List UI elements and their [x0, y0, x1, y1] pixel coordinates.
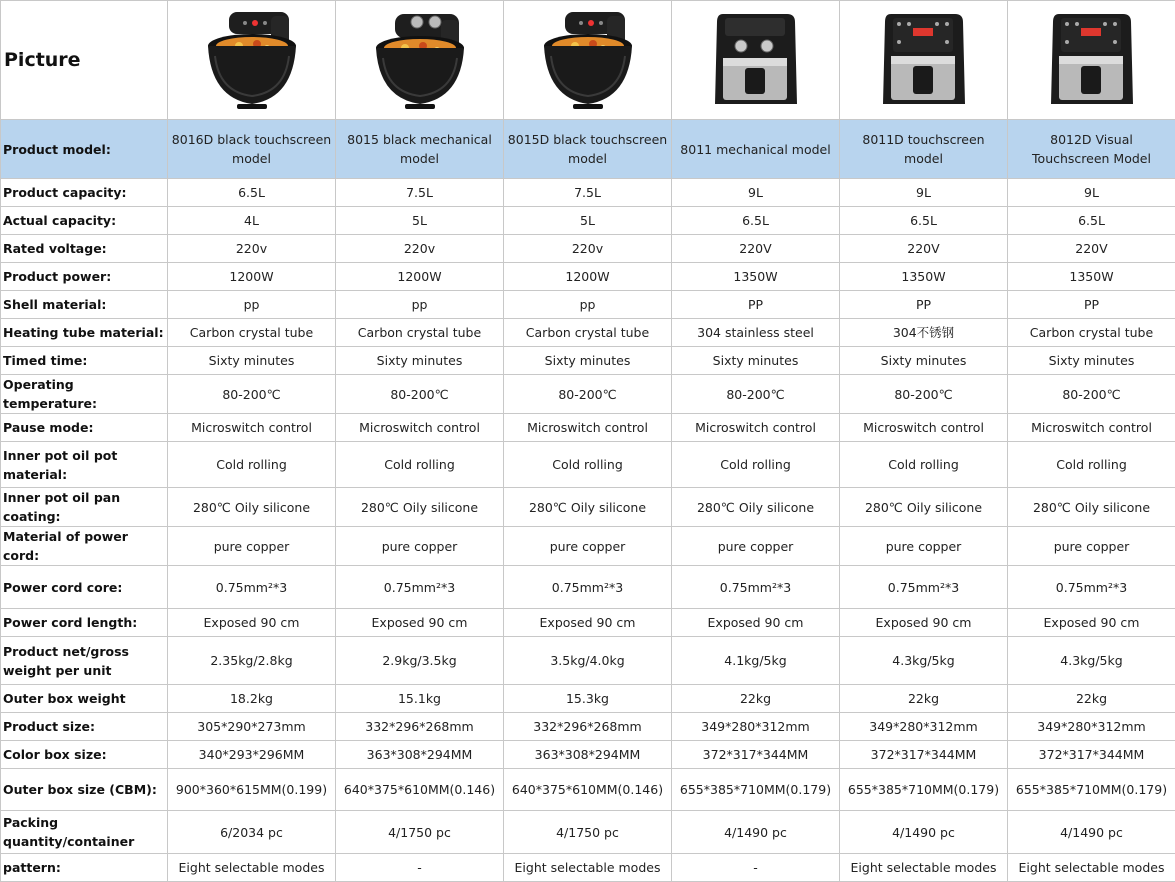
spec-label: Inner pot oil pot material: — [1, 442, 168, 488]
spec-value: Exposed 90 cm — [840, 609, 1008, 637]
model-label: Product model: — [1, 120, 168, 179]
spec-value: 220v — [504, 235, 672, 263]
spec-label: Outer box size (CBM): — [1, 769, 168, 811]
spec-value: 655*385*710MM(0.179) — [1008, 769, 1175, 811]
spec-value: 6.5L — [168, 179, 336, 207]
spec-row — [1, 414, 1175, 442]
spec-value: Sixty minutes — [840, 347, 1008, 375]
spec-value: 18.2kg — [168, 685, 336, 713]
spec-value: 4.3kg/5kg — [840, 637, 1008, 685]
spec-value: Microswitch control — [672, 414, 840, 442]
spec-value: 4/1490 pc — [672, 811, 840, 854]
spec-value: Cold rolling — [336, 442, 504, 488]
spec-label: Actual capacity: — [1, 207, 168, 235]
spec-label: Timed time: — [1, 347, 168, 375]
spec-value: 0.75mm²*3 — [168, 566, 336, 609]
model-name: 8011 mechanical model — [672, 120, 840, 179]
spec-value: Exposed 90 cm — [336, 609, 504, 637]
spec-value: 332*296*268mm — [336, 713, 504, 741]
spec-value: 4/1750 pc — [336, 811, 504, 854]
spec-label: Power cord length: — [1, 609, 168, 637]
product-image-2 — [336, 1, 504, 120]
spec-value: 304 stainless steel — [672, 319, 840, 347]
spec-value: 22kg — [672, 685, 840, 713]
spec-value: 0.75mm²*3 — [336, 566, 504, 609]
spec-value: 304不锈钢 — [840, 319, 1008, 347]
spec-value: 2.9kg/3.5kg — [336, 637, 504, 685]
spec-value: 5L — [504, 207, 672, 235]
spec-value: Sixty minutes — [672, 347, 840, 375]
spec-row — [1, 685, 1175, 713]
air-fryer-box-touch-illustration — [869, 6, 979, 114]
spec-value: PP — [672, 291, 840, 319]
spec-value: 640*375*610MM(0.146) — [336, 769, 504, 811]
spec-value: 0.75mm²*3 — [504, 566, 672, 609]
spec-value: 280℃ Oily silicone — [168, 488, 336, 527]
spec-value: 655*385*710MM(0.179) — [840, 769, 1008, 811]
spec-value: 4/1750 pc — [504, 811, 672, 854]
product-image-6 — [1008, 1, 1175, 120]
spec-value: Eight selectable modes — [504, 854, 672, 882]
spec-value: 22kg — [840, 685, 1008, 713]
spec-label: Color box size: — [1, 741, 168, 769]
model-name: 8015 black mechanical model — [336, 120, 504, 179]
spec-label: pattern: — [1, 854, 168, 882]
spec-label: Rated voltage: — [1, 235, 168, 263]
spec-value: 900*360*615MM(0.199) — [168, 769, 336, 811]
spec-value: 4.1kg/5kg — [672, 637, 840, 685]
spec-value: 280℃ Oily silicone — [1008, 488, 1175, 527]
spec-value: pp — [504, 291, 672, 319]
spec-row — [1, 291, 1175, 319]
spec-value: Eight selectable modes — [168, 854, 336, 882]
product-image-1 — [168, 1, 336, 120]
air-fryer-box-knob-illustration — [701, 6, 811, 114]
spec-label: Inner pot oil pan coating: — [1, 488, 168, 527]
product-image-3 — [504, 1, 672, 120]
spec-value: 1200W — [504, 263, 672, 291]
spec-row — [1, 769, 1175, 811]
spec-value: pure copper — [336, 527, 504, 566]
spec-row — [1, 741, 1175, 769]
spec-value: 7.5L — [336, 179, 504, 207]
spec-row — [1, 811, 1175, 854]
spec-value: Carbon crystal tube — [1008, 319, 1175, 347]
spec-value: 80-200℃ — [168, 375, 336, 414]
picture-row — [1, 1, 1175, 120]
spec-value: Microswitch control — [504, 414, 672, 442]
spec-value: 1350W — [672, 263, 840, 291]
spec-value: 0.75mm²*3 — [1008, 566, 1175, 609]
spec-value: 15.1kg — [336, 685, 504, 713]
air-fryer-dome-touch-illustration — [533, 6, 643, 114]
spec-row — [1, 179, 1175, 207]
spec-value: 1350W — [840, 263, 1008, 291]
spec-value: 332*296*268mm — [504, 713, 672, 741]
spec-label: Material of power cord: — [1, 527, 168, 566]
spec-value: 372*317*344MM — [672, 741, 840, 769]
spec-value: 349*280*312mm — [672, 713, 840, 741]
spec-row — [1, 375, 1175, 414]
spec-value: 4L — [168, 207, 336, 235]
spec-value: pure copper — [672, 527, 840, 566]
spec-value: 4/1490 pc — [840, 811, 1008, 854]
spec-label: Packing quantity/container — [1, 811, 168, 854]
spec-value: 22kg — [1008, 685, 1175, 713]
spec-row — [1, 637, 1175, 685]
spec-value: pure copper — [168, 527, 336, 566]
spec-row — [1, 713, 1175, 741]
spec-label: Heating tube material: — [1, 319, 168, 347]
spec-value: 220V — [1008, 235, 1175, 263]
spec-value: Sixty minutes — [1008, 347, 1175, 375]
spec-value: 9L — [840, 179, 1008, 207]
spec-value: 349*280*312mm — [1008, 713, 1175, 741]
product-image-5 — [840, 1, 1008, 120]
spec-row — [1, 609, 1175, 637]
model-name: 8012D Visual Touchscreen Model — [1008, 120, 1175, 179]
spec-value: 220v — [168, 235, 336, 263]
spec-value: 5L — [336, 207, 504, 235]
spec-value: 80-200℃ — [840, 375, 1008, 414]
spec-value: Cold rolling — [672, 442, 840, 488]
spec-value: Cold rolling — [168, 442, 336, 488]
spec-row — [1, 488, 1175, 527]
spec-value: Microswitch control — [168, 414, 336, 442]
spec-value: 655*385*710MM(0.179) — [672, 769, 840, 811]
spec-value: - — [336, 854, 504, 882]
spec-row — [1, 442, 1175, 488]
spec-value: 80-200℃ — [504, 375, 672, 414]
spec-value: 372*317*344MM — [840, 741, 1008, 769]
spec-value: Eight selectable modes — [1008, 854, 1175, 882]
spec-value: Exposed 90 cm — [672, 609, 840, 637]
spec-value: 80-200℃ — [672, 375, 840, 414]
spec-value: 1200W — [336, 263, 504, 291]
spec-value: 6.5L — [672, 207, 840, 235]
spec-value: 640*375*610MM(0.146) — [504, 769, 672, 811]
spec-label: Outer box weight — [1, 685, 168, 713]
spec-row — [1, 854, 1175, 882]
spec-value: 0.75mm²*3 — [672, 566, 840, 609]
air-fryer-box-touch-illustration — [1037, 6, 1147, 114]
spec-label: Shell material: — [1, 291, 168, 319]
spec-value: 6.5L — [1008, 207, 1175, 235]
spec-value: 220V — [840, 235, 1008, 263]
spec-value: 349*280*312mm — [840, 713, 1008, 741]
spec-row — [1, 235, 1175, 263]
spec-row — [1, 566, 1175, 609]
spec-value: Cold rolling — [504, 442, 672, 488]
model-row — [1, 120, 1175, 179]
model-name: 8011D touchscreen model — [840, 120, 1008, 179]
spec-value: Sixty minutes — [504, 347, 672, 375]
spec-value: Exposed 90 cm — [504, 609, 672, 637]
air-fryer-dome-touch-illustration — [197, 6, 307, 114]
spec-value: Microswitch control — [840, 414, 1008, 442]
spec-value: 363*308*294MM — [504, 741, 672, 769]
spec-row — [1, 527, 1175, 566]
spec-label: Product capacity: — [1, 179, 168, 207]
spec-value: Carbon crystal tube — [168, 319, 336, 347]
spec-value: Carbon crystal tube — [336, 319, 504, 347]
spec-label: Product power: — [1, 263, 168, 291]
spec-value: 372*317*344MM — [1008, 741, 1175, 769]
picture-label: Picture — [1, 1, 168, 120]
spec-value: Carbon crystal tube — [504, 319, 672, 347]
spec-value: Sixty minutes — [168, 347, 336, 375]
spec-value: Exposed 90 cm — [168, 609, 336, 637]
spec-value: Eight selectable modes — [840, 854, 1008, 882]
spec-value: 4.3kg/5kg — [1008, 637, 1175, 685]
spec-value: 4/1490 pc — [1008, 811, 1175, 854]
spec-value: 340*293*296MM — [168, 741, 336, 769]
spec-value: pp — [336, 291, 504, 319]
spec-value: 363*308*294MM — [336, 741, 504, 769]
spec-value: 3.5kg/4.0kg — [504, 637, 672, 685]
spec-value: 280℃ Oily silicone — [336, 488, 504, 527]
spec-value: pp — [168, 291, 336, 319]
spec-value: Microswitch control — [1008, 414, 1175, 442]
spec-value: pure copper — [504, 527, 672, 566]
spec-value: - — [672, 854, 840, 882]
spec-value: 305*290*273mm — [168, 713, 336, 741]
spec-value: 7.5L — [504, 179, 672, 207]
product-image-4 — [672, 1, 840, 120]
spec-value: 220V — [672, 235, 840, 263]
spec-label: Product size: — [1, 713, 168, 741]
spec-value: 280℃ Oily silicone — [840, 488, 1008, 527]
spec-value: Exposed 90 cm — [1008, 609, 1175, 637]
spec-value: PP — [840, 291, 1008, 319]
spec-value: 280℃ Oily silicone — [672, 488, 840, 527]
spec-label: Pause mode: — [1, 414, 168, 442]
spec-value: 15.3kg — [504, 685, 672, 713]
spec-label: Operating temperature: — [1, 375, 168, 414]
spec-value: 6/2034 pc — [168, 811, 336, 854]
spec-value: 80-200℃ — [336, 375, 504, 414]
spec-value: Cold rolling — [840, 442, 1008, 488]
air-fryer-dome-knob-illustration — [365, 6, 475, 114]
spec-value: pure copper — [1008, 527, 1175, 566]
spec-value: 280℃ Oily silicone — [504, 488, 672, 527]
spec-label: Product net/gross weight per unit — [1, 637, 168, 685]
spec-value: pure copper — [840, 527, 1008, 566]
spec-row — [1, 207, 1175, 235]
spec-row — [1, 263, 1175, 291]
spec-value: 0.75mm²*3 — [840, 566, 1008, 609]
spec-value: 9L — [672, 179, 840, 207]
spec-value: 1350W — [1008, 263, 1175, 291]
spec-value: PP — [1008, 291, 1175, 319]
model-name: 8015D black touchscreen model — [504, 120, 672, 179]
spec-value: 1200W — [168, 263, 336, 291]
spec-label: Power cord core: — [1, 566, 168, 609]
spec-value: 2.35kg/2.8kg — [168, 637, 336, 685]
spec-value: 80-200℃ — [1008, 375, 1175, 414]
spec-value: Microswitch control — [336, 414, 504, 442]
model-name: 8016D black touchscreen model — [168, 120, 336, 179]
spec-value: Cold rolling — [1008, 442, 1175, 488]
spec-value: 6.5L — [840, 207, 1008, 235]
spec-row — [1, 347, 1175, 375]
spec-value: 9L — [1008, 179, 1175, 207]
spec-row — [1, 319, 1175, 347]
spec-value: Sixty minutes — [336, 347, 504, 375]
spec-value: 220v — [336, 235, 504, 263]
